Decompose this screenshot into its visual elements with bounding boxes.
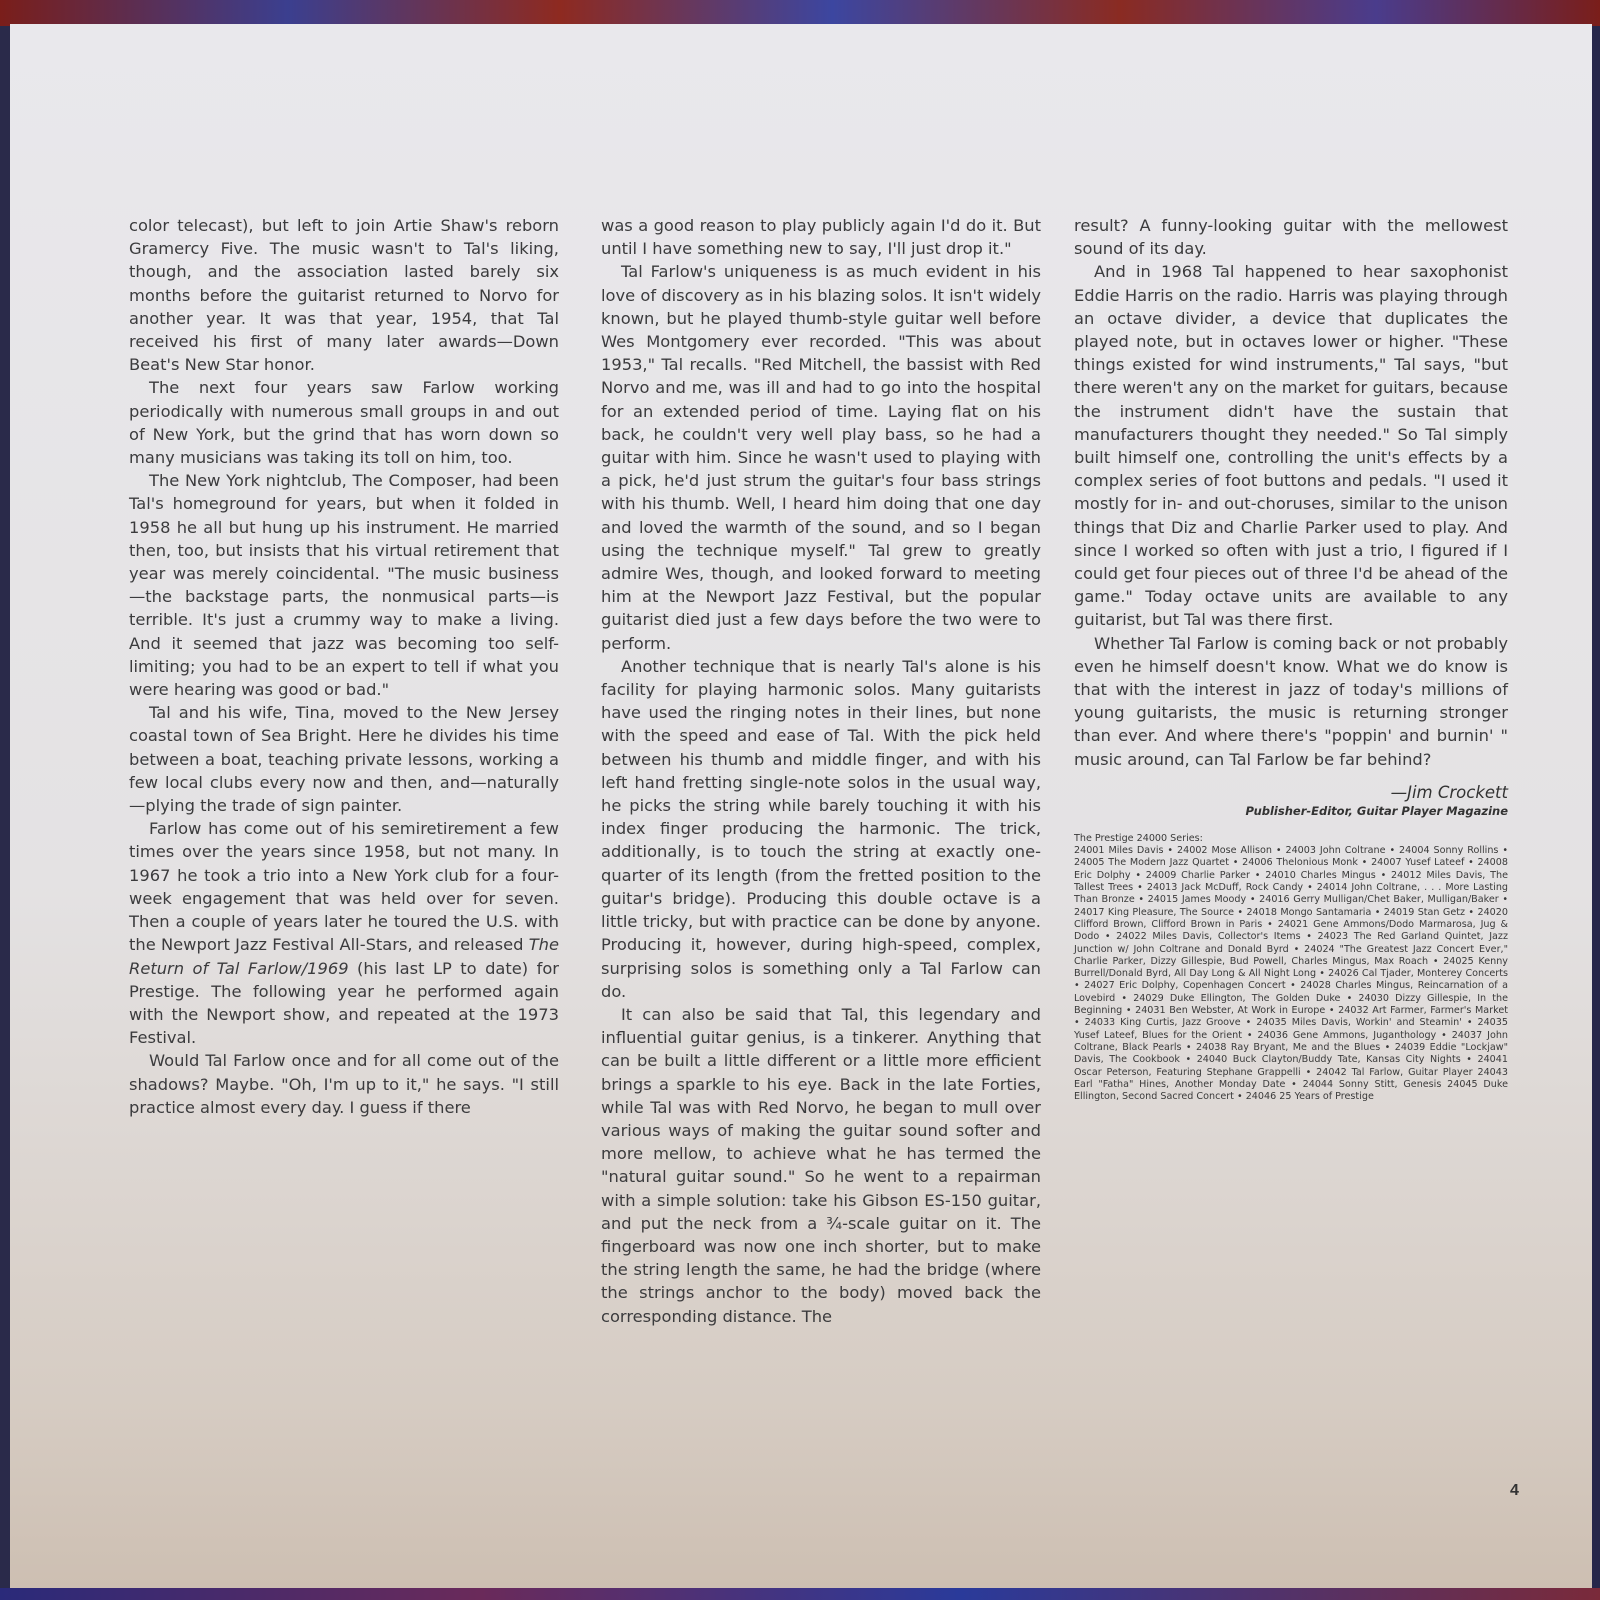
- paragraph: was a good reason to play publicly again I'd do it. But until I have something new to say, I'll just drop it.": [601, 216, 1041, 259]
- paragraph-text: (his last LP to date) for Prestige. The following year he performed again with the Newport show, and repeated at the 1973 Festival.: [129, 958, 559, 1048]
- paragraph: result? A funny-looking guitar with the mellowest sound of its day.: [1074, 216, 1508, 259]
- paragraph: Whether Tal Farlow is coming back or not probably even he himself doesn't know. What we do know is that with the interest in jazz of today's millions of young guitarists, the music is returning stronger than ever. And where there's "poppin' and burnin' " music around, can Tal Farlow be far behind?: [1074, 633, 1508, 769]
- paragraph: Would Tal Farlow once and for all come out of the shadows? Maybe. "Oh, I'm up to it," he says. "I still practice almost every day. I guess if there: [129, 1051, 559, 1117]
- paragraph: The New York nightclub, The Composer, had been Tal's homeground for years, but when it folded in 1958 he all but hung up his instrument. He married then, too, but insists that his virtual retirement that year was merely coincidental. "The music business—the backstage parts, the nonmusical parts—is terrible. It's just a crummy way to make a living. And it seemed that jazz was becoming too self-limiting; you had to be an expert to tell if what you were hearing was good or bad.": [129, 471, 559, 700]
- series-list: [1074, 833, 1508, 1104]
- column-1: [129, 214, 559, 1119]
- album-edge-top: [0, 0, 1600, 26]
- paragraph: Tal Farlow's uniqueness is as much evident in his love of discovery as in his blazing solos. It isn't widely known, but he played thumb-style guitar well before Wes Montgomery ever recorded. "This was about 1953," Tal recalls. "Red Mitchell, the bassist with Red Norvo and me, was ill and had to go into the hospital for an extended period of time. Laying flat on his back, he couldn't very well play bass, so he had a guitar with him. Since he wasn't used to playing with a pick, he'd just strum the guitar's four bass strings with his thumb. Well, I heard him doing that one day and loved the warmth of the sound, and so I began using the technique myself." Tal grew to greatly admire Wes, though, and looked forward to meeting him at the Newport Jazz Festival, but the popular guitarist died just a few days before the two were to perform.: [601, 262, 1041, 653]
- paragraph-text: Farlow has come out of his semiretirement a few times over the years since 1958, but not many. In 1967 he took a trio into a New York club for a four-week engagement that was held over for seven. Then a couple of years later he toured the U.S. with the Newport Jazz Festival All-Stars, and released: [129, 819, 559, 955]
- series-entries: 24001 Miles Davis • 24002 Mose Allison • 24003 John Coltrane • 24004 Sonny Rollins • 24005 The Modern Jazz Quartet • 24006 Thelonious Monk • 24007 Yusef Lateef • 24008 Eric Dolphy • 24009 Charlie Parker • 24010 Charles Mingus • 24012 Miles Davis, The Tallest Trees • 24013 Jack McDuff, Rock Candy • 24014 John Coltrane, . . . More Lasting Than Bronze • 24015 James Moody • 24016 Gerry Mulligan/Chet Baker, Mulligan/Baker • 24017 King Pleasure, The Source • 24018 Mongo Santamaria • 24019 Stan Getz • 24020 Clifford Brown, Clifford Brown in Paris • 24021 Gene Ammons/Dodo Marmarosa, Jug & Dodo • 24022 Miles Davis, Collector's Items • 24023 The Red Garland Quintet, Jazz Junction w/ John Coltrane and Donald Byrd • 24024 "The Greatest Jazz Concert Ever," Charlie Parker, Dizzy Gillespie, Bud Powell, Charles Mingus, Max Roach • 24025 Kenny Burrell/Donald Byrd, All Day Long & All Night Long • 24026 Cal Tjader, Monterey Concerts • 24027 Eric Dolphy, Copenhagen Concert • 24028 Charles Mingus, Reincarnation of a Lovebird • 24029 Duke Ellington, The Golden Duke • 24030 Dizzy Gillespie, In the Beginning • 24031 Ben Webster, At Work in Europe • 24032 Art Farmer, Farmer's Market • 24033 King Curtis, Jazz Groove • 24035 Miles Davis, Workin' and Steamin' • 24035 Yusef Lateef, Blues for the Orient • 24036 Gene Ammons, Juganthology • 24037 John Coltrane, Black Pearls • 24038 Ray Bryant, Me and the Blues • 24039 Eddie "Lockjaw" Davis, The Cookbook • 24040 Buck Clayton/Buddy Tate, Kansas City Nights • 24041 Oscar Peterson, Featuring Stephane Grappelli • 24042 Tal Farlow, Guitar Player 24043 Earl "Fatha" Hines, Another Monday Date • 24044 Sonny Stitt, Genesis 24045 Duke Ellington, Second Sacred Concert • 24046 25 Years of Prestige: [1074, 845, 1508, 1103]
- album-edge-right: [1592, 0, 1600, 1600]
- paragraph: [129, 817, 559, 1049]
- paragraph: The next four years saw Farlow working periodically with numerous small groups in and out of New York, but the grind that has worn down so many musicians was taking its toll on him, too.: [129, 378, 559, 468]
- paragraph: It can also be said that Tal, this legendary and influential guitar genius, is a tinkerer. Anything that can be built a little different or a little more efficient brings a sparkle to his eye. Back in the late Forties, while Tal was with Red Norvo, he began to mull over various ways of making the guitar sound softer and more mellow, to achieve what he has termed the "natural guitar sound." So he went to a repairman with a simple solution: take his Gibson ES-150 guitar, and put the neck from a ¾-scale guitar on it. The fingerboard was now one inch shorter, but to make the string length the same, he had the bridge (where the strings anchor to the body) moved back the corresponding distance. The: [601, 1004, 1041, 1326]
- column-2: [601, 214, 1041, 1328]
- page-number: 4: [1510, 1482, 1519, 1499]
- paragraph: And in 1968 Tal happened to hear saxophonist Eddie Harris on the radio. Harris was playing through an octave divider, a device that duplicates the played note, but in octaves lower or higher. "These things existed for wind instruments," Tal says, "but there weren't any on the market for guitars, because the instrument didn't have the sustain that manufacturers thought they needed." So Tal simply built himself one, controlling the unit's effects by a complex series of foot buttons and pedals. "I used it mostly for in- and out-choruses, similar to the unison things that Diz and Charlie Parker used to play. And since I worked so often with just a trio, I figured if I could get four pieces out of three I'd be ahead of the game." Today octave units are available to any guitarist, but Tal was there first.: [1074, 262, 1508, 630]
- paragraph: color telecast), but left to join Artie Shaw's reborn Gramercy Five. The music wasn't to Tal's liking, though, and the association lasted barely six months before the guitarist returned to Norvo for another year. It was that year, 1954, that Tal received his first of many later awards—Down Beat's New Star honor.: [129, 216, 559, 375]
- author-title: Publisher-Editor, Guitar Player Magazine: [1245, 803, 1508, 818]
- album-title: The Return of Tal Farlow/1969: [129, 935, 559, 978]
- album-edge-bottom: [0, 1588, 1600, 1600]
- album-edge-left: [0, 0, 10, 1600]
- paragraph: Tal and his wife, Tina, moved to the New Jersey coastal town of Sea Bright. Here he divides his time between a boat, teaching private lessons, working a few local clubs every now and then, and—naturally—plying the trade of sign painter.: [129, 703, 559, 816]
- author-signature: —Jim Crockett: [1390, 782, 1508, 802]
- liner-notes-page: [10, 24, 1592, 1588]
- series-heading: The Prestige 24000 Series:: [1074, 832, 1203, 844]
- column-3: [1074, 214, 1508, 1103]
- paragraph: Another technique that is nearly Tal's alone is his facility for playing harmonic solos. Many guitarists have used the ringing notes in their lines, but none with the speed and ease of Tal. With the pick held between his thumb and middle finger, and with his left hand fretting single-note solos in the usual way, he picks the string while barely touching it with his index finger producing the harmonic. The trick, additionally, is to touch the string at exactly one-quarter of its length (from the fretted position to the guitar's bridge). Producing this double octave is a little tricky, but with practice can be done by anyone. Producing it, however, during high-speed, complex, surprising solos is something only a Tal Farlow can do.: [601, 656, 1041, 1001]
